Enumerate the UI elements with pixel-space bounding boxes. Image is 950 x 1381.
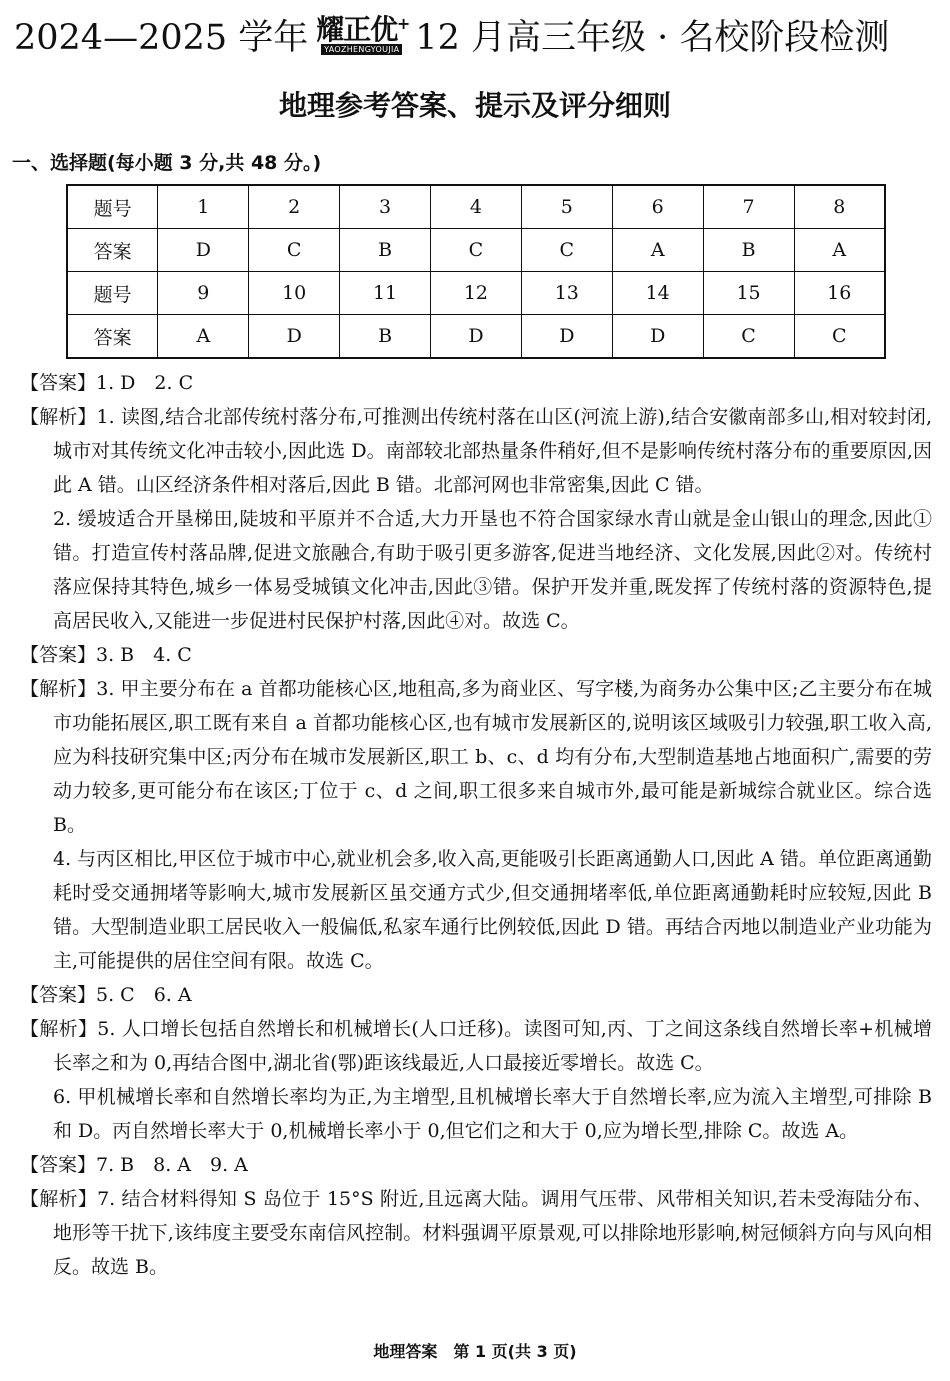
table-cell: 7 — [703, 185, 794, 229]
table-row — [67, 229, 885, 272]
answer-line: 【答案】5. C 6. A — [20, 984, 192, 1006]
table-cell: 答案 — [67, 315, 158, 359]
table-cell: C — [794, 315, 885, 359]
table-cell: 9 — [158, 272, 249, 315]
header-year: 2024—2025 学年 — [14, 18, 309, 58]
table-cell: 5 — [521, 185, 612, 229]
table-cell: C — [431, 229, 522, 272]
table-cell: 2 — [249, 185, 340, 229]
header-exam-name: 12 月高三年级 · 名校阶段检测 — [415, 18, 890, 58]
explanation-paragraph: 【解析】1. 读图,结合北部传统村落分布,可推测出传统村落在山区(河流上游),结合安徽南部多山,相对较封闭,城市对其传统文化冲击较小,因此选 D。南部较北部热量条件稍好,但不是影响传统村落分布的重要原因,因此 A 错。山区经济条件相对落后,因此 B 错。北部河网也非常密集,因此 C 错。 — [20, 406, 932, 496]
brand-logo — [316, 10, 410, 60]
table-cell: B — [340, 229, 431, 272]
table-cell: 13 — [521, 272, 612, 315]
table-cell: 12 — [431, 272, 522, 315]
brand-logo-plus: + — [396, 13, 410, 33]
table-cell: 10 — [249, 272, 340, 315]
answer-table — [66, 184, 886, 359]
table-cell: 6 — [612, 185, 703, 229]
explanation-paragraph: 【解析】5. 人口增长包括自然增长和机械增长(人口迁移)。读图可知,丙、丁之间这条线自然增长率+机械增长率之和为 0,再结合图中,湖北省(鄂)距该线最近,人口最接近零增长。故选 C。 — [20, 1018, 932, 1074]
table-cell: 16 — [794, 272, 885, 315]
document-title: 地理参考答案、提示及评分细则 — [278, 89, 671, 122]
table-cell: C — [249, 229, 340, 272]
table-cell: D — [431, 315, 522, 359]
table-cell: A — [158, 315, 249, 359]
explanation-paragraph: 【解析】3. 甲主要分布在 a 首都功能核心区,地租高,多为商业区、写字楼,为商务办公集中区;乙主要分布在城市功能拓展区,职工既有来自 a 首都功能核心区,也有城市发展新区的,说明该区域吸引力较强,职工收入高,应为科技研究集中区;丙分布在城市发展新区,职工 b、c、d 均有分布,大型制造基地占地面积广,需要的劳动力较多,更可能分布在该区;丁位于 c、d 之间,职工很多来自城市外,最可能是新城综合就业区。综合选 B。 — [20, 678, 932, 836]
table-cell: A — [612, 229, 703, 272]
table-cell: 答案 — [67, 229, 158, 272]
table-cell: C — [521, 229, 612, 272]
table-cell: D — [158, 229, 249, 272]
explanation-paragraph: 2. 缓坡适合开垦梯田,陡坡和平原并不合适,大力开垦也不符合国家绿水青山就是金山银山的理念,因此①错。打造宣传村落品牌,促进文旅融合,有助于吸引更多游客,促进当地经济、文化发展,因此②对。传统村落应保持其特色,城乡一体易受城镇文化冲击,因此③错。保护开发并重,既发挥了传统村落的资源特色,提高居民收入,又能进一步促进村民保护村落,因此④对。故选 C。 — [53, 508, 932, 632]
table-row — [67, 315, 885, 359]
table-cell: 题号 — [67, 185, 158, 229]
answer-line: 【答案】3. B 4. C — [20, 644, 192, 666]
table-cell: A — [794, 229, 885, 272]
table-cell: 1 — [158, 185, 249, 229]
answer-line: 【答案】1. D 2. C — [20, 372, 194, 394]
explanation-paragraph: 4. 与丙区相比,甲区位于城市中心,就业机会多,收入高,更能吸引长距离通勤人口,因此 A 错。单位距离通勤耗时受交通拥堵等影响大,城市发展新区虽交通方式少,但交通拥堵率低,单位距离通勤耗时应较短,因此 B 错。大型制造业职工居民收入一般偏低,私家车通行比例较低,因此 D 错。再结合丙地以制造业产业功能为主,可能提供的居住空间有限。故选 C。 — [53, 848, 932, 972]
table-cell: D — [249, 315, 340, 359]
brand-logo-text: 耀正优 — [316, 12, 398, 46]
table-row — [67, 272, 885, 315]
answer-line: 【答案】7. B 8. A 9. A — [20, 1154, 248, 1176]
table-cell: D — [612, 315, 703, 359]
table-cell: 题号 — [67, 272, 158, 315]
table-cell: 3 — [340, 185, 431, 229]
table-cell: D — [521, 315, 612, 359]
answer-content — [20, 366, 932, 1284]
explanation-paragraph: 【解析】7. 结合材料得知 S 岛位于 15°S 附近,且远离大陆。调用气压带、风带相关知识,若未受海陆分布、地形等干扰下,该纬度主要受东南信风控制。材料强调平原景观,可以排除地形影响,树冠倾斜方向与风向相反。故选 B。 — [20, 1188, 932, 1278]
brand-logo-subtext: YAOZHENGYOUJIA — [321, 44, 402, 55]
page-footer: 地理答案 第 1 页(共 3 页) — [373, 1342, 577, 1361]
table-cell: 4 — [431, 185, 522, 229]
table-cell: 11 — [340, 272, 431, 315]
table-cell: 15 — [703, 272, 794, 315]
table-cell: C — [703, 315, 794, 359]
table-row — [67, 185, 885, 229]
header — [14, 8, 936, 62]
table-cell: B — [340, 315, 431, 359]
table-cell: B — [703, 229, 794, 272]
explanation-paragraph: 6. 甲机械增长率和自然增长率均为正,为主增型,且机械增长率大于自然增长率,应为流入主增型,可排除 B 和 D。丙自然增长率大于 0,机械增长率小于 0,但它们之和大于 0,应为增长型,排除 C。故选 A。 — [53, 1086, 932, 1142]
table-cell: 14 — [612, 272, 703, 315]
section-title: 一、选择题(每小题 3 分,共 48 分。) — [12, 152, 322, 174]
table-cell: 8 — [794, 185, 885, 229]
